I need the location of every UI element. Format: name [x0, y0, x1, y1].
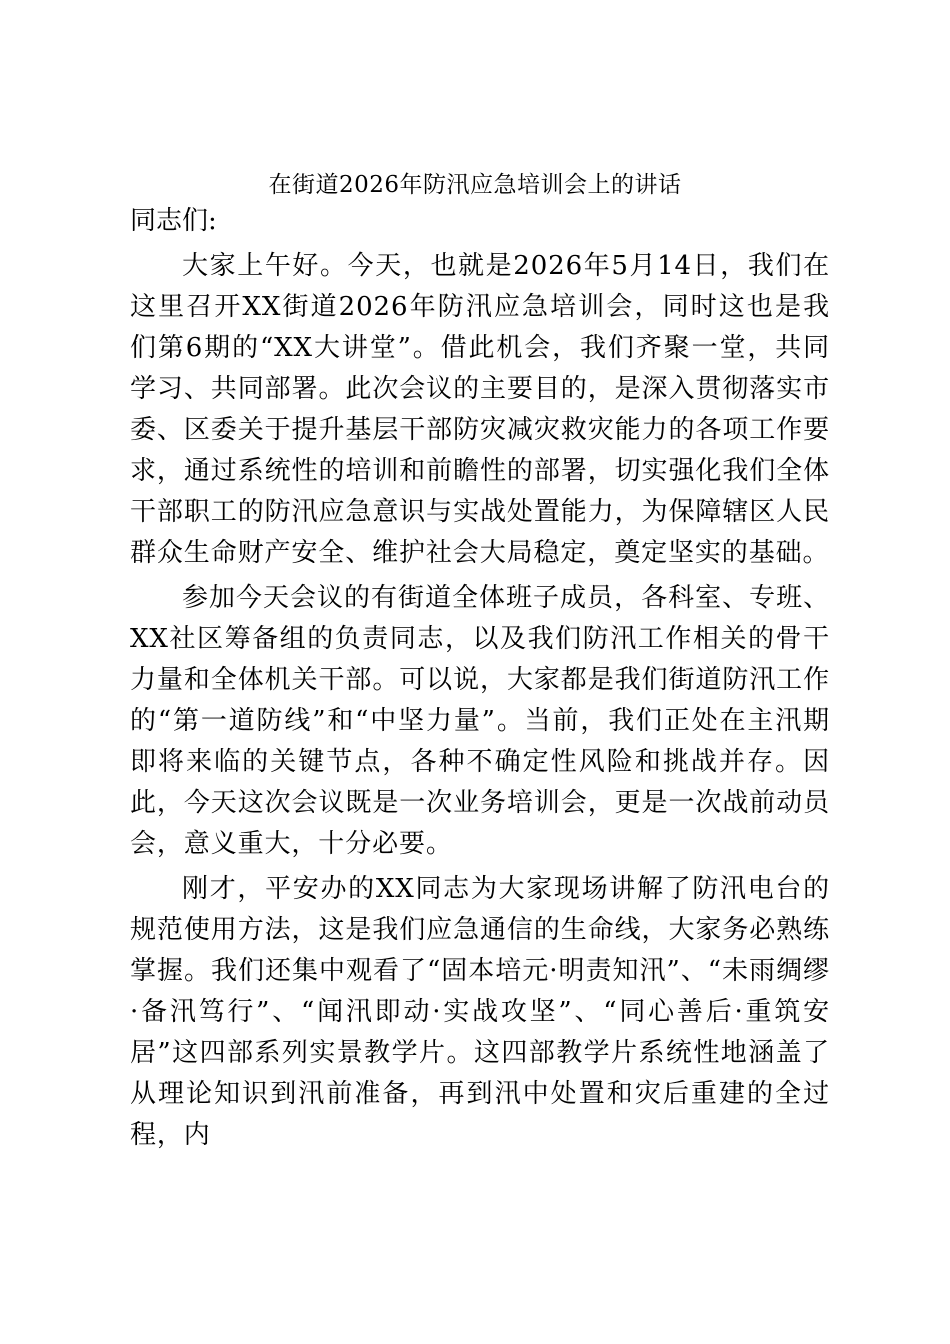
paragraph-3: 刚才，平安办的XX同志为大家现场讲解了防汛电台的规范使用方法，这是我们应急通信的生命线，大家务必熟练掌握。我们还集中观看了“固本培元·明责知汛”、“未雨绸缪·备汛笃行”、“闻汛即动·实战攻坚”、“同心善后·重筑安居”这四部系列实景教学片。这四部教学片系统性地涵盖了从理论知识到汛前准备，再到汛中处置和灾后重建的全过程，内 — [130, 874, 830, 1150]
document-body — [130, 201, 830, 1160]
salutation: 同志们: — [130, 206, 217, 236]
document-title: 在街道2026年防汛应急培训会上的讲话 — [268, 172, 682, 198]
paragraph-2: 参加今天会议的有街道全体班子成员，各科室、专班、XX社区筹备组的负责同志，以及我们防汛工作相关的骨干力量和全体机关干部。可以说，大家都是我们街道防汛工作的“第一道防线”和“中坚力量”。当前，我们正处在主汛期即将来临的关键节点，各种不确定性风险和挑战并存。因此，今天这次会议既是一次业务培训会，更是一次战前动员会，意义重大，十分必要。 — [130, 583, 830, 859]
paragraph-1: 大家上午好。今天，也就是2026年5月14日，我们在这里召开XX街道2026年防汛应急培训会，同时这也是我们第6期的“XX大讲堂”。借此机会，我们齐聚一堂，共同学习、共同部署。此次会议的主要目的，是深入贯彻落实市委、区委关于提升基层干部防灾减灾救灾能力的各项工作要求，通过系统性的培训和前瞻性的部署，切实强化我们全体干部职工的防汛应急意识与实战处置能力，为保障辖区人民群众生命财产安全、维护社会大局稳定，奠定坚实的基础。 — [130, 251, 830, 568]
